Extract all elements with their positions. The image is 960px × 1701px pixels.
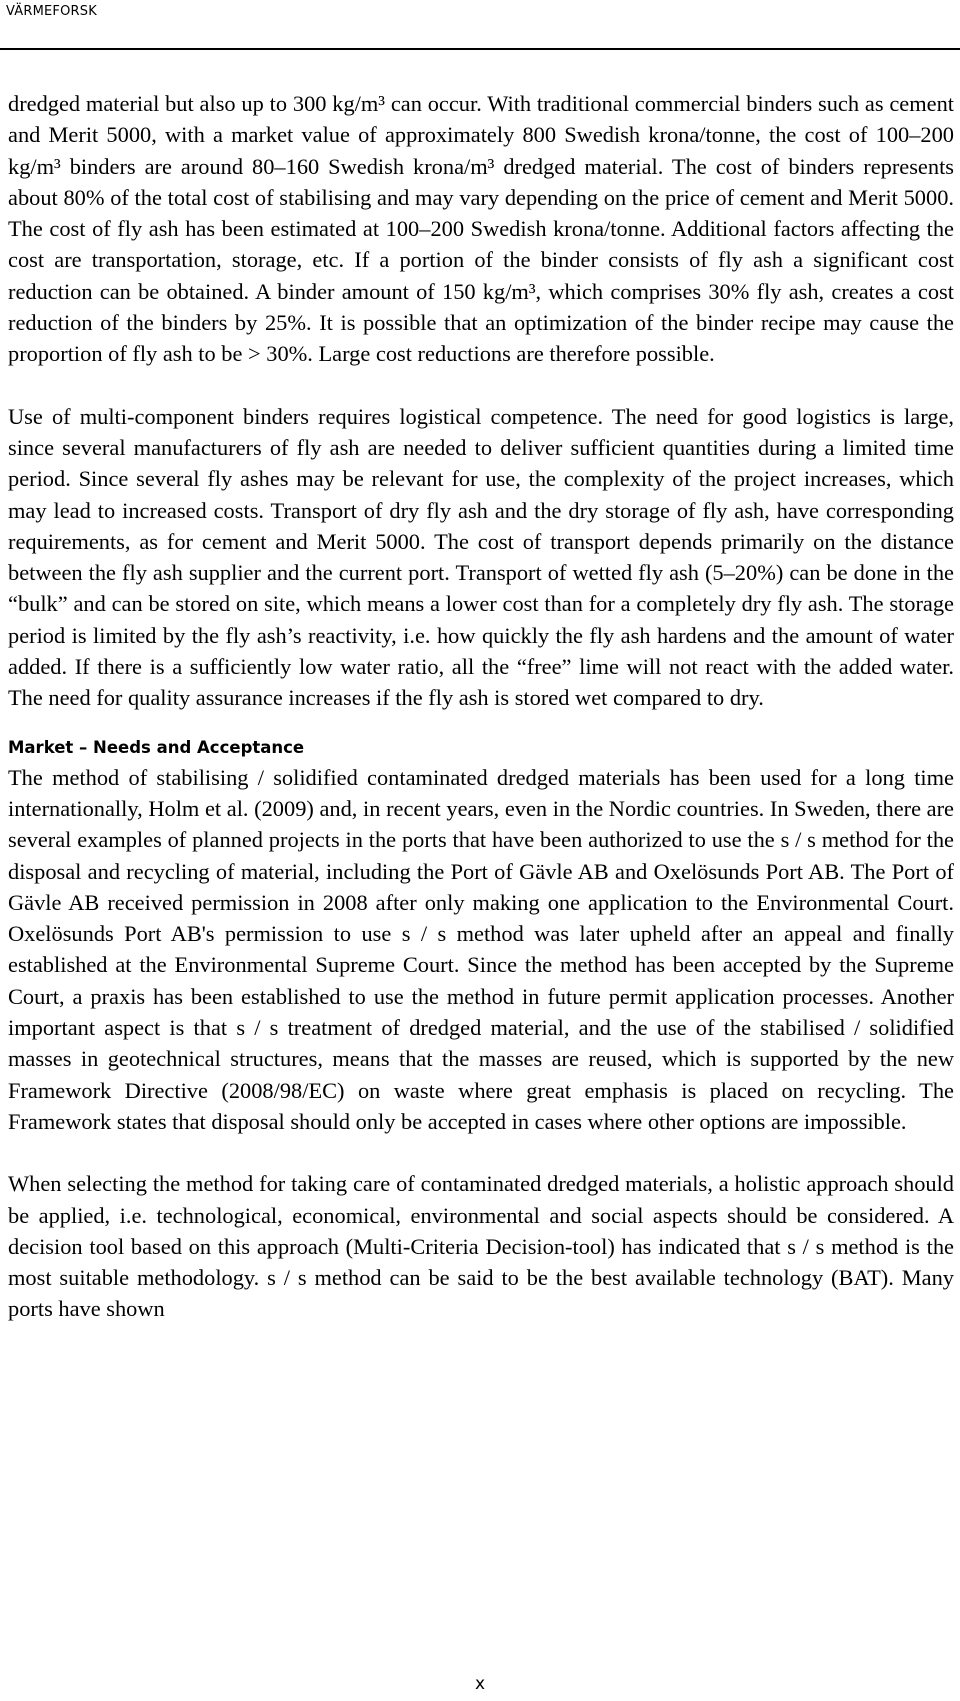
paragraph-market: The method of stabilising / solidified contaminated dredged materials has been used for a long time internationally, Holm et al. (2009) and, in recent years, even in the Nordic countries. In Sweden, there are several examples of planned projects in the ports that have been authorized to use the s / s method for the disposal and recycling of material, including the Port of Gävle AB and Oxelösunds Port AB. The Port of Gävle AB received permission in 2008 after only making one application to the Environmental Court. Oxelösunds Port AB's permission to use s / s method was later upheld after an appeal and finally established at the Environmental Supreme Court. Since the method has been accepted by the Supreme Court, a praxis has been established to use the method in future permit application processes. Another important aspect is that s / s treatment of dredged material, and the use of the stabilised / solidified masses in geotechnical structures, means that the masses are reused, which is supported by the new Framework Directive (2008/98/EC) on waste where great emphasis is placed on recycling. The Framework states that disposal should only be accepted in cases where other options are impossible. (8, 764, 954, 1134)
document-body (8, 88, 954, 1325)
section-heading: Market – Needs and Acceptance (8, 737, 305, 757)
paragraph-method-selection: When selecting the method for taking care of contaminated dredged materials, a holistic approach should be applied, i.e. technological, economical, environmental and social aspects should be considered. A decision tool based on this approach (Multi-Criteria Decision-tool) has indicated that s / s method is the most suitable methodology. s / s method can be said to be the best available technology (BAT). Many ports have shown (8, 1171, 954, 1322)
paragraph-logistics: Use of multi-component binders requires logistical competence. The need for good logistics is large, since several manufacturers of fly ash are needed to deliver sufficient quantities during a limited time period. Since several fly ashes may be relevant for use, the complexity of the project increases, which may lead to increased costs. Transport of dry fly ash and the dry storage of fly ash, have corresponding requirements, as for cement and Merit 5000. The cost of transport depends primarily on the distance between the fly ash supplier and the current port. Transport of wetted fly ash (5–20%) can be done in the “bulk” and can be stored on site, which means a lower cost than for a completely dry fly ash. The storage period is limited by the fly ash’s reactivity, i.e. how quickly the fly ash hardens and the amount of water added. If there is a sufficiently low water ratio, all the “free” lime will not react with the added water. The need for quality assurance increases if the fly ash is stored wet compared to dry. (8, 403, 954, 711)
paragraph-binder-costs: dredged material but also up to 300 kg/m³ can occur. With traditional commercial binders such as cement and Merit 5000, with a market value of approximately 800 Swedish krona/tonne, the cost of 100–200 kg/m³ binders are around 80–160 Swedish krona/m³ dredged material. The cost of binders represents about 80% of the total cost of stabilising and may vary depending on the price of cement and Merit 5000. The cost of fly ash has been estimated at 100–200 Swedish krona/tonne. Additional factors affecting the cost are transportation, storage, etc. If a portion of the binder consists of fly ash a significant cost reduction can be obtained. A binder amount of 150 kg/m³, which comprises 30% fly ash, creates a cost reduction of the binders by 25%. It is possible that an optimization of the binder recipe may cause the proportion of fly ash to be > 30%. Large cost reductions are therefore possible. (8, 91, 954, 367)
running-header: VÄRMEFORSK (6, 4, 97, 19)
page-number: x (474, 1674, 486, 1694)
header-divider (0, 48, 960, 50)
